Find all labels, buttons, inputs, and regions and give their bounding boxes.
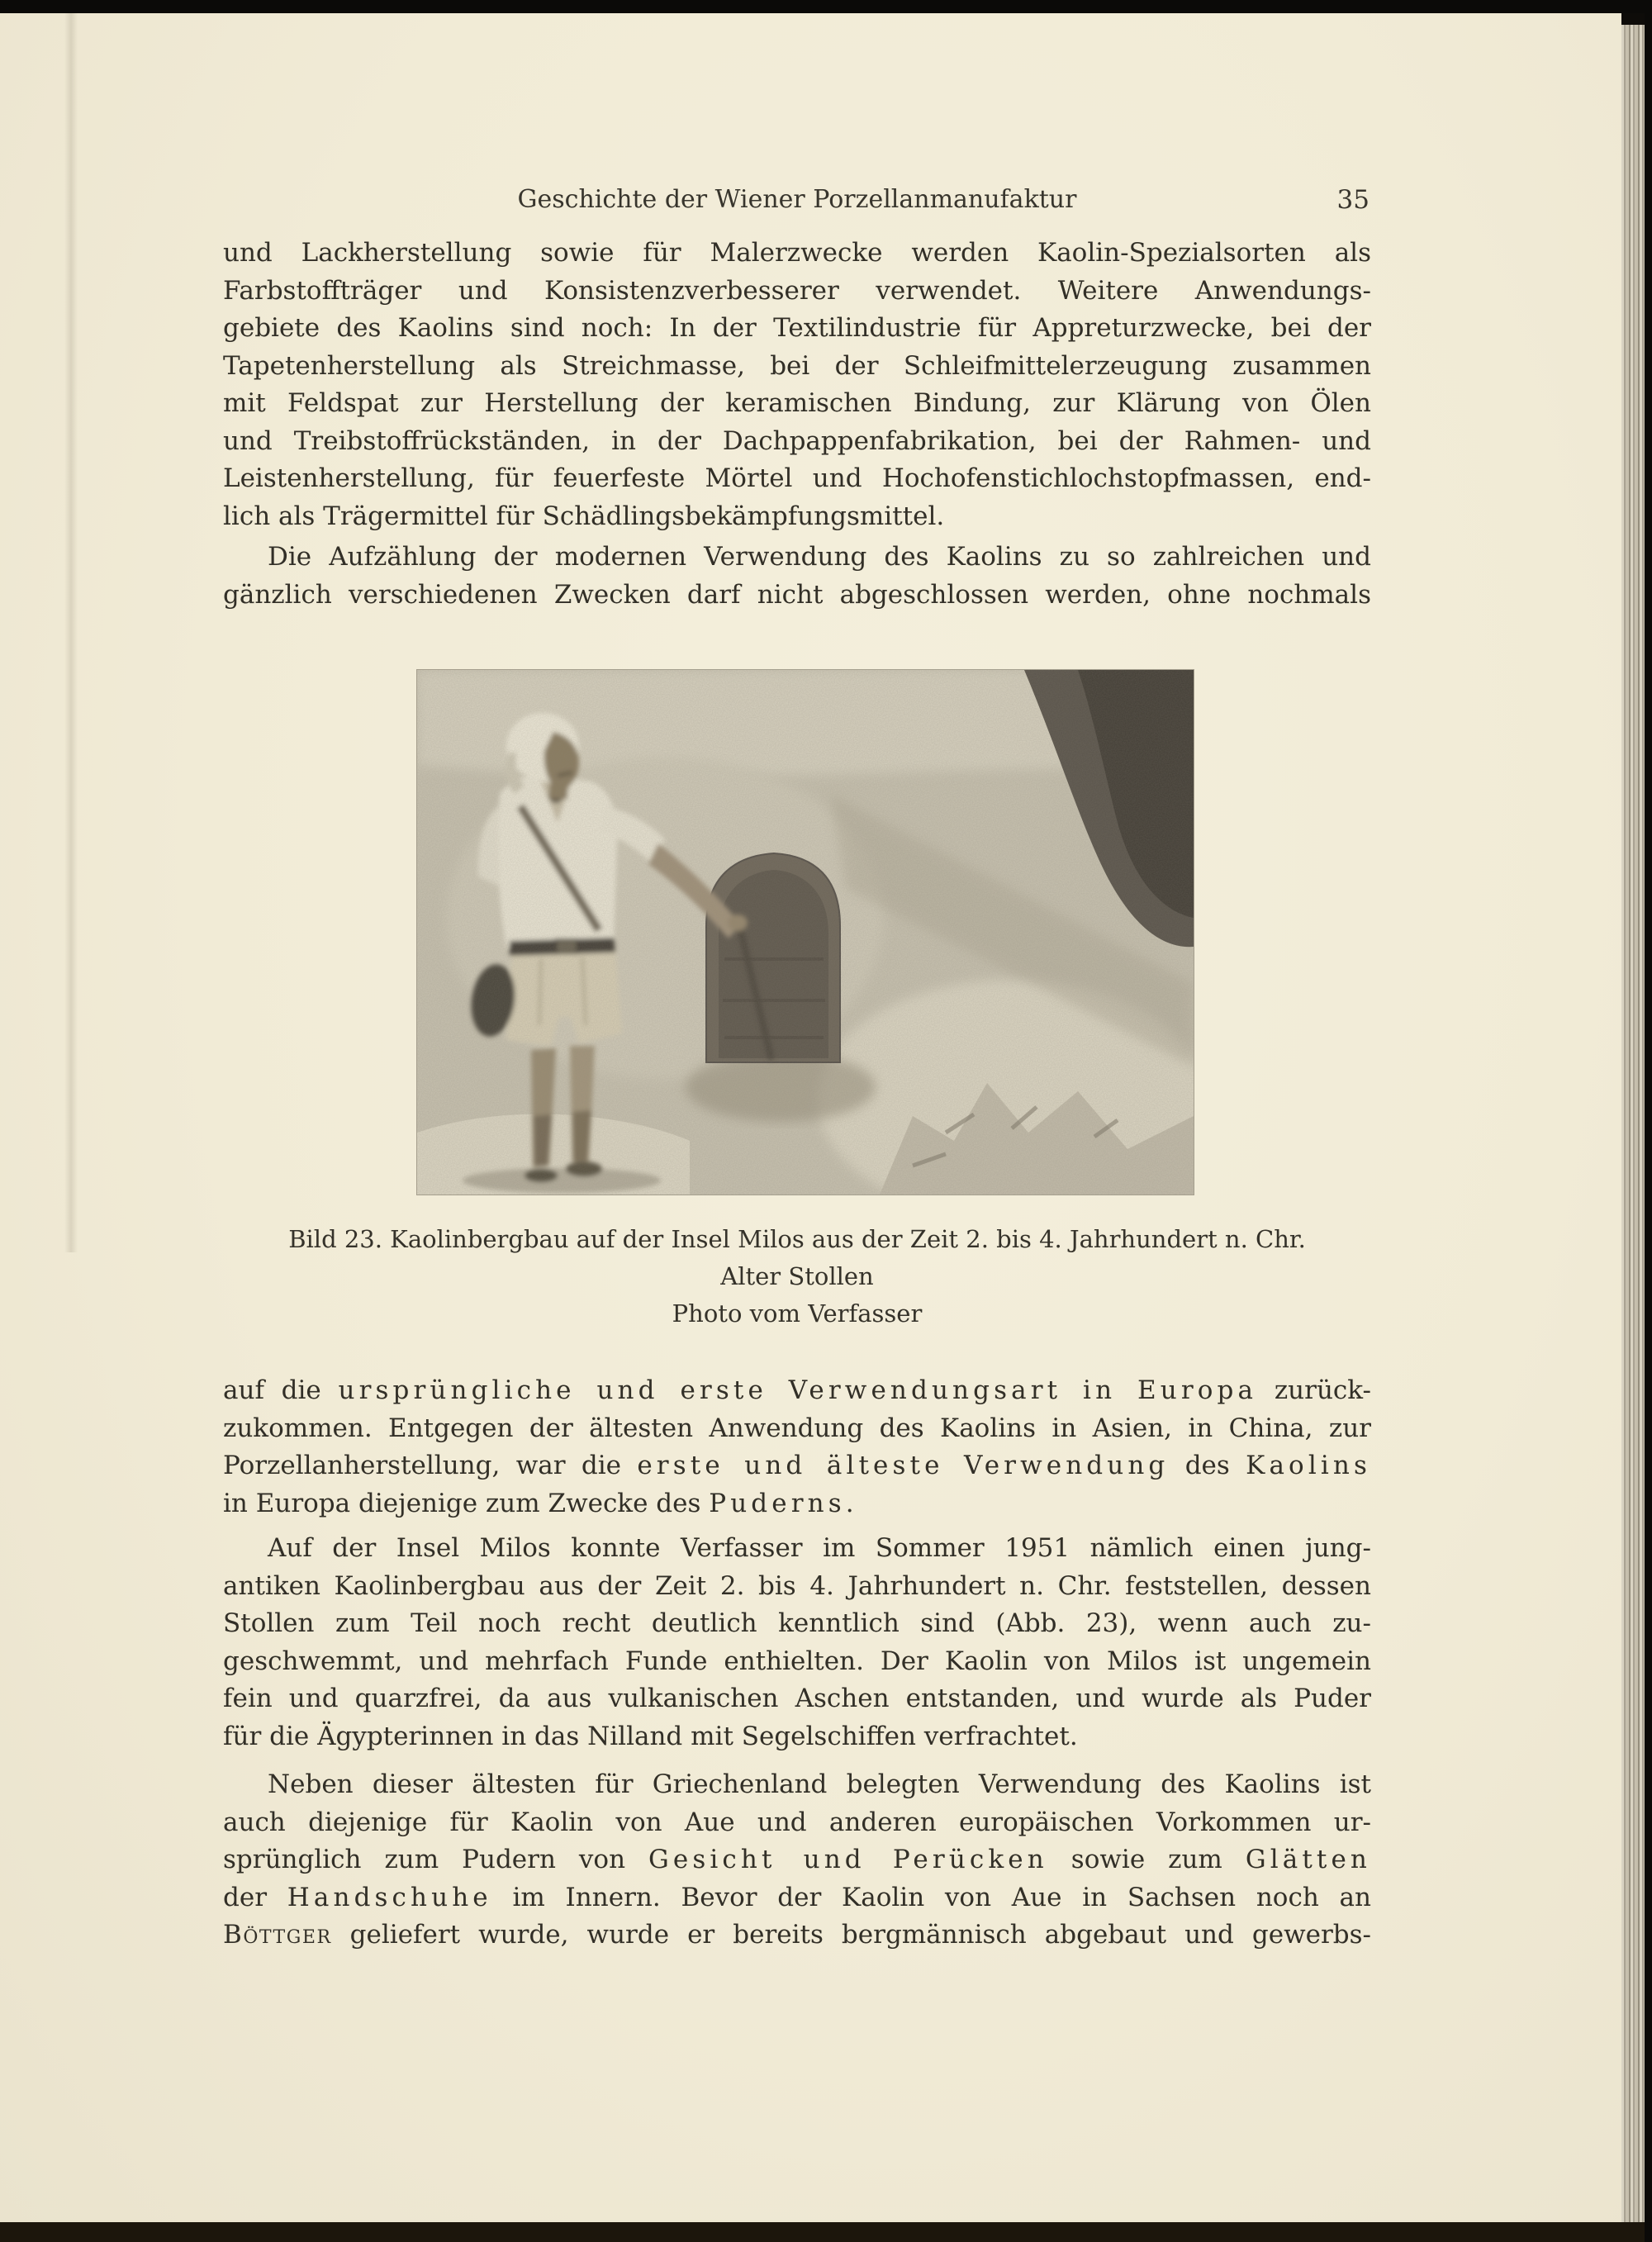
figure-caption-line-2: Alter Stollen [720, 1262, 874, 1290]
text-segment: Porzellanherstellung, war die [223, 1451, 638, 1480]
paragraph-p5 [223, 1766, 1371, 1955]
text-line [223, 1372, 1371, 1410]
photo-illustration [417, 670, 1194, 1195]
text-segment: Leistenherstellung, für feuerfeste Mörtel und Hochofenstichlochstopfmassen, end- [223, 463, 1371, 493]
text-segment: geschwemmt, und mehrfach Funde enthielten. Der Kaolin von Milos ist ungemein [223, 1646, 1371, 1676]
text-line [223, 460, 1371, 498]
text-segment: zurück- [1257, 1375, 1372, 1405]
text-segment: des [1169, 1451, 1246, 1480]
text-line [223, 1841, 1371, 1879]
text-line [223, 1485, 1371, 1523]
text-segment: antiken Kaolinbergbau aus der Zeit 2. bis 4. Jahrhundert n. Chr. feststellen, dessen [223, 1570, 1371, 1601]
text-segment: Die Aufzählung der modernen Verwendung des Kaolins zu so zahlreichen und [268, 542, 1371, 572]
page-edge-stack [1621, 25, 1645, 2237]
running-header [223, 185, 1371, 223]
text-segment: der [223, 1882, 287, 1912]
figure-caption [223, 1221, 1371, 1332]
text-segment: fein und quarzfrei, da aus vulkanischen Aschen entstanden, und wurde als Puder [223, 1684, 1371, 1713]
text-line [223, 1605, 1371, 1643]
text-line [223, 1447, 1371, 1485]
text-segment: Handschuhe [287, 1882, 492, 1912]
text-segment: zukommen. Entgegen der ältesten Anwendung des Kaolins in Asien, in China, zur [223, 1413, 1371, 1443]
text-line [223, 423, 1371, 461]
text-line [223, 1643, 1371, 1681]
text-segment: Kaolins [1246, 1451, 1371, 1480]
text-segment: geliefert wurde, wurde er bereits bergmännisch abgebaut und gewerbs- [331, 1920, 1371, 1950]
text-segment: und Lackherstellung sowie für Malerzwecke werden Kaolin-Spezialsorten als [223, 238, 1371, 268]
text-line [223, 1879, 1371, 1917]
text-segment: in Europa diejenige zum Zwecke des [223, 1488, 710, 1518]
text-line [223, 1804, 1371, 1842]
paragraph-p4 [223, 1530, 1371, 1755]
text-segment: Glätten [1245, 1845, 1372, 1874]
page-number: 35 [1336, 185, 1370, 215]
text-segment: für die Ägypterinnen in das Nilland mit Segelschiffen verfrachtet. [223, 1721, 1078, 1751]
text-line [223, 1680, 1371, 1718]
text-line [223, 385, 1371, 423]
text-segment: Farbstoffträger und Konsistenzverbesserer verwendet. Weitere Anwendungs- [223, 275, 1371, 306]
paragraph-p1 [223, 235, 1371, 535]
text-line [223, 1568, 1371, 1606]
text-segment: sowie zum [1047, 1845, 1246, 1874]
text-segment: Gesicht und Perücken [648, 1845, 1048, 1874]
figure-caption-line-3: Photo vom Verfasser [672, 1299, 923, 1328]
paragraph-p3 [223, 1372, 1371, 1522]
text-line [223, 235, 1371, 273]
kaolin-mine-photograph [417, 670, 1194, 1195]
text-segment: ursprüngliche und erste Verwendungsart in Europa [338, 1375, 1258, 1405]
text-segment: Tapetenherstellung als Streichmasse, bei der Schleifmittelerzeugung zusammen [223, 350, 1371, 381]
text-line [223, 1410, 1371, 1448]
text-line [223, 1718, 1371, 1756]
text-segment: gänzlich verschiedenen Zwecken darf nicht abgeschlossen werden, ohne nochmals [223, 579, 1371, 610]
running-header-title: Geschichte der Wiener Porzellanmanufaktur [517, 185, 1077, 214]
text-segment: sprünglich zum Pudern von [223, 1845, 649, 1874]
paper-page [0, 13, 1621, 2224]
text-segment: und Treibstoffrückständen, in der Dachpappenfabrikation, bei der Rahmen- und [223, 425, 1371, 456]
text-segment: Stollen zum Teil noch recht deutlich kenntlich sind (Abb. 23), wenn auch zu- [223, 1608, 1371, 1638]
text-line [223, 539, 1371, 577]
text-line [223, 348, 1371, 386]
text-segment: Auf der Insel Milos konnte Verfasser im Sommer 1951 nämlich einen jung- [268, 1533, 1371, 1563]
paragraph-p2 [223, 539, 1371, 614]
text-line [223, 1917, 1371, 1955]
text-segment: mit Feldspat zur Herstellung der keramischen Bindung, zur Klärung von Ölen [223, 388, 1371, 418]
text-segment: auf die [223, 1375, 339, 1405]
text-line [223, 1530, 1371, 1568]
figure-caption-line-1: Bild 23. Kaolinbergbau auf der Insel Milos aus der Zeit 2. bis 4. Jahrhundert n. Chr. [288, 1225, 1306, 1253]
scan-edge-bottom [0, 2222, 1652, 2242]
text-segment: Neben dieser ältesten für Griechenland belegten Verwendung des Kaolins ist [268, 1769, 1371, 1799]
scan-edge-top [0, 0, 1652, 13]
text-segment: im Innern. Bevor der Kaolin von Aue in Sachsen noch an [491, 1882, 1371, 1912]
text-line [223, 310, 1371, 348]
text-segment: lich als Trägermittel für Schädlingsbekämpfungsmittel. [223, 501, 945, 531]
page-crease [64, 13, 78, 1252]
text-segment: Böttger [223, 1920, 332, 1950]
text-line [223, 1766, 1371, 1804]
text-line [223, 498, 1371, 536]
text-line [223, 577, 1371, 615]
text-segment: erste und älteste Verwendung [637, 1451, 1170, 1480]
text-segment: auch diejenige für Kaolin von Aue und anderen europäischen Vorkommen ur- [223, 1807, 1371, 1837]
text-segment: . [845, 1488, 854, 1518]
text-segment: gebiete des Kaolins sind noch: In der Textilindustrie für Appreturzwecke, bei der [223, 313, 1371, 343]
scan-edge-right [1645, 0, 1652, 2242]
text-segment: Puderns [709, 1488, 846, 1518]
text-line [223, 273, 1371, 311]
